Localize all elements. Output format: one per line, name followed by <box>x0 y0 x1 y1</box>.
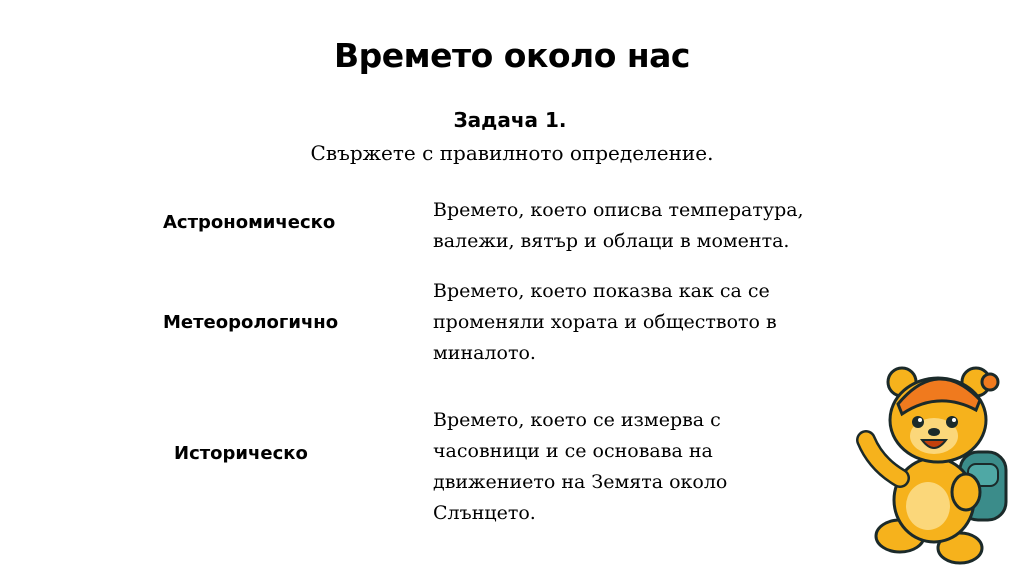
term-meteorological: Метеорологично <box>163 312 339 333</box>
term-historical: Историческо <box>174 443 308 464</box>
bear-mascot-icon <box>848 360 1018 570</box>
task-instruction: Свържете с правилното определение. <box>310 141 714 165</box>
definition-weather: Времето, което описва температура, валежи, вятър и облаци в момента. <box>433 199 804 252</box>
definition-history: Времето, което показва как са се променяли хората и обществото в миналото. <box>433 280 777 364</box>
task-heading <box>0 108 1024 132</box>
definition-clock: Времето, което се измерва с часовници и се основава на движението на Земята около Слънцето. <box>433 409 728 524</box>
slide-title: Времето около нас <box>334 36 690 75</box>
task-heading-text: Задача 1. <box>453 108 567 132</box>
term-astronomical: Астрономическо <box>163 212 336 233</box>
